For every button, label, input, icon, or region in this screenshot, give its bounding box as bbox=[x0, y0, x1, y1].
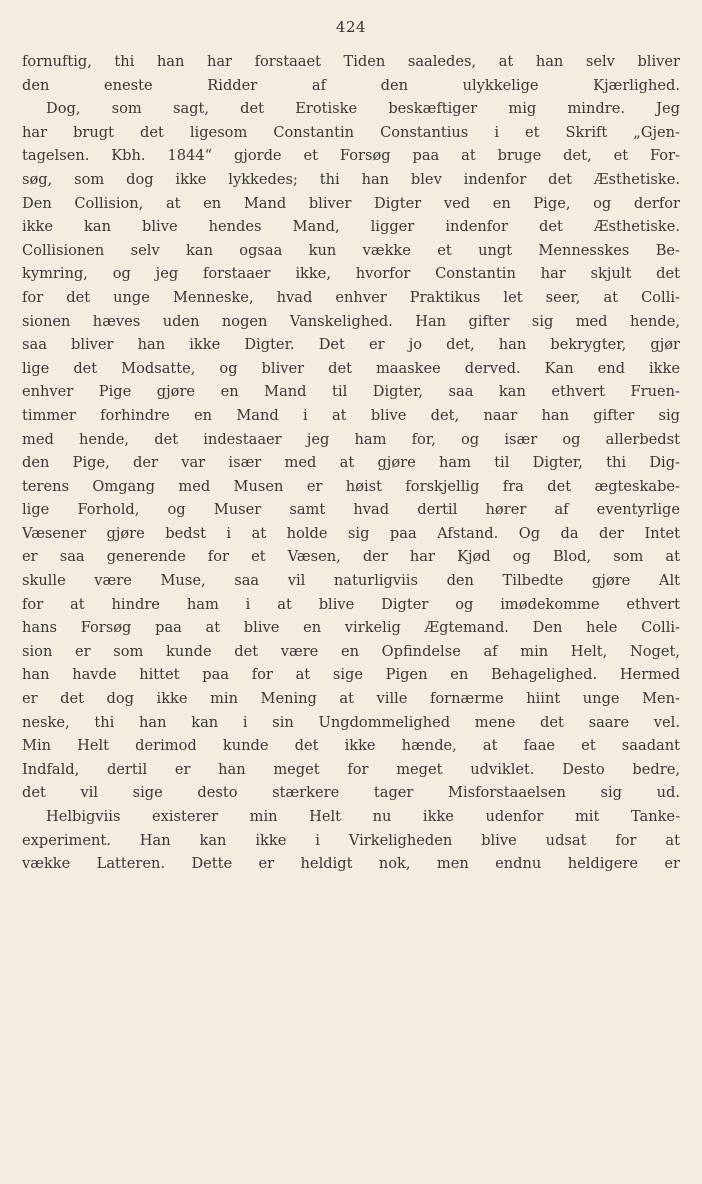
text-body bbox=[22, 50, 680, 876]
text-line: for det unge Menneske, hvad enhver Praktikus let seer, at Colli- bbox=[22, 288, 680, 306]
text-line: Den Collision, at en Mand bliver Digter ved en Pige, og derfor bbox=[22, 194, 680, 212]
text-line: hans Forsøg paa at blive en virkelig Ægtemand. Den hele Colli- bbox=[22, 619, 680, 637]
text-line: terens Omgang med Musen er høist forskjellig fra det ægteskabe- bbox=[22, 477, 680, 495]
text-line: det vil sige desto stærkere tager Misforstaaelsen sig ud. bbox=[22, 784, 680, 802]
text-line: Helbigviis existerer min Helt nu ikke udenfor mit Tanke- bbox=[46, 808, 680, 825]
text-line: ikke kan blive hendes Mand, ligger indenfor det Æsthetiske. bbox=[22, 218, 680, 236]
text-line: den eneste Ridder af den ulykkelige Kjærlighed. bbox=[22, 76, 680, 94]
text-line: han havde hittet paa for at sige Pigen en Behagelighed. Hermed bbox=[22, 666, 680, 684]
text-line: Dog, som sagt, det Erotiske beskæftiger mig mindre. Jeg bbox=[46, 100, 680, 118]
text-line: Collisionen selv kan ogsaa kun vække et ungt Mennesskes Be- bbox=[22, 241, 680, 259]
text-line: har brugt det ligesom Constantin Constantius i et Skrift „Gjen- bbox=[22, 123, 680, 141]
text-line: den Pige, der var især med at gjøre ham til Digter, thi Dig- bbox=[22, 454, 680, 472]
text-line: søg, som dog ikke lykkedes; thi han blev indenfor det Æsthetiske. bbox=[22, 170, 680, 188]
text-line: Væsener gjøre bedst i at holde sig paa Afstand. Og da der Intet bbox=[22, 524, 680, 542]
text-line: neske, thi han kan i sin Ungdommelighed mene det saare vel. bbox=[22, 713, 680, 731]
text-line: tagelsen. Kbh. 1844“ gjorde et Forsøg paa at bruge det, et For- bbox=[22, 147, 680, 165]
text-line: lige Forhold, og Muser samt hvad dertil hører af eventyrlige bbox=[22, 501, 680, 519]
text-line: er saa generende for et Væsen, der har Kjød og Blod, som at bbox=[22, 548, 680, 566]
text-line: sion er som kunde det være en Opfindelse af min Helt, Noget, bbox=[22, 642, 680, 660]
text-line: lige det Modsatte, og bliver det maaskee derved. Kan end ikke bbox=[22, 359, 680, 377]
text-line: skulle være Muse, saa vil naturligviis den Tilbedte gjøre Alt bbox=[22, 572, 680, 590]
text-line: fornuftig, thi han har forstaaet Tiden saaledes, at han selv bliver bbox=[22, 53, 680, 70]
text-line: Indfald, dertil er han meget for meget udviklet. Desto bedre, bbox=[22, 760, 680, 778]
text-line: kymring, og jeg forstaaer ikke, hvorfor Constantin har skjult det bbox=[22, 265, 680, 283]
page-number: 424 bbox=[335, 18, 367, 36]
text-line: vække Latteren. Dette er heldigt nok, men endnu heldigere er bbox=[22, 855, 680, 873]
text-line: sionen hæves uden nogen Vanskelighed. Han gifter sig med hende, bbox=[22, 312, 680, 330]
text-line: Min Helt derimod kunde det ikke hænde, at faae et saadant bbox=[22, 737, 680, 755]
text-line: timmer forhindre en Mand i at blive det, naar han gifter sig bbox=[22, 406, 680, 424]
text-line: med hende, det indestaaer jeg ham for, og især og allerbedst bbox=[22, 430, 680, 448]
text-line: for at hindre ham i at blive Digter og imødekomme ethvert bbox=[22, 595, 680, 613]
text-line: enhver Pige gjøre en Mand til Digter, saa kan ethvert Fruen- bbox=[22, 383, 680, 401]
text-line: er det dog ikke min Mening at ville fornærme hiint unge Men- bbox=[22, 690, 680, 708]
text-line: experiment. Han kan ikke i Virkeligheden blive udsat for at bbox=[22, 831, 680, 849]
text-line: saa bliver han ikke Digter. Det er jo det, han bekrygter, gjør bbox=[22, 336, 680, 354]
